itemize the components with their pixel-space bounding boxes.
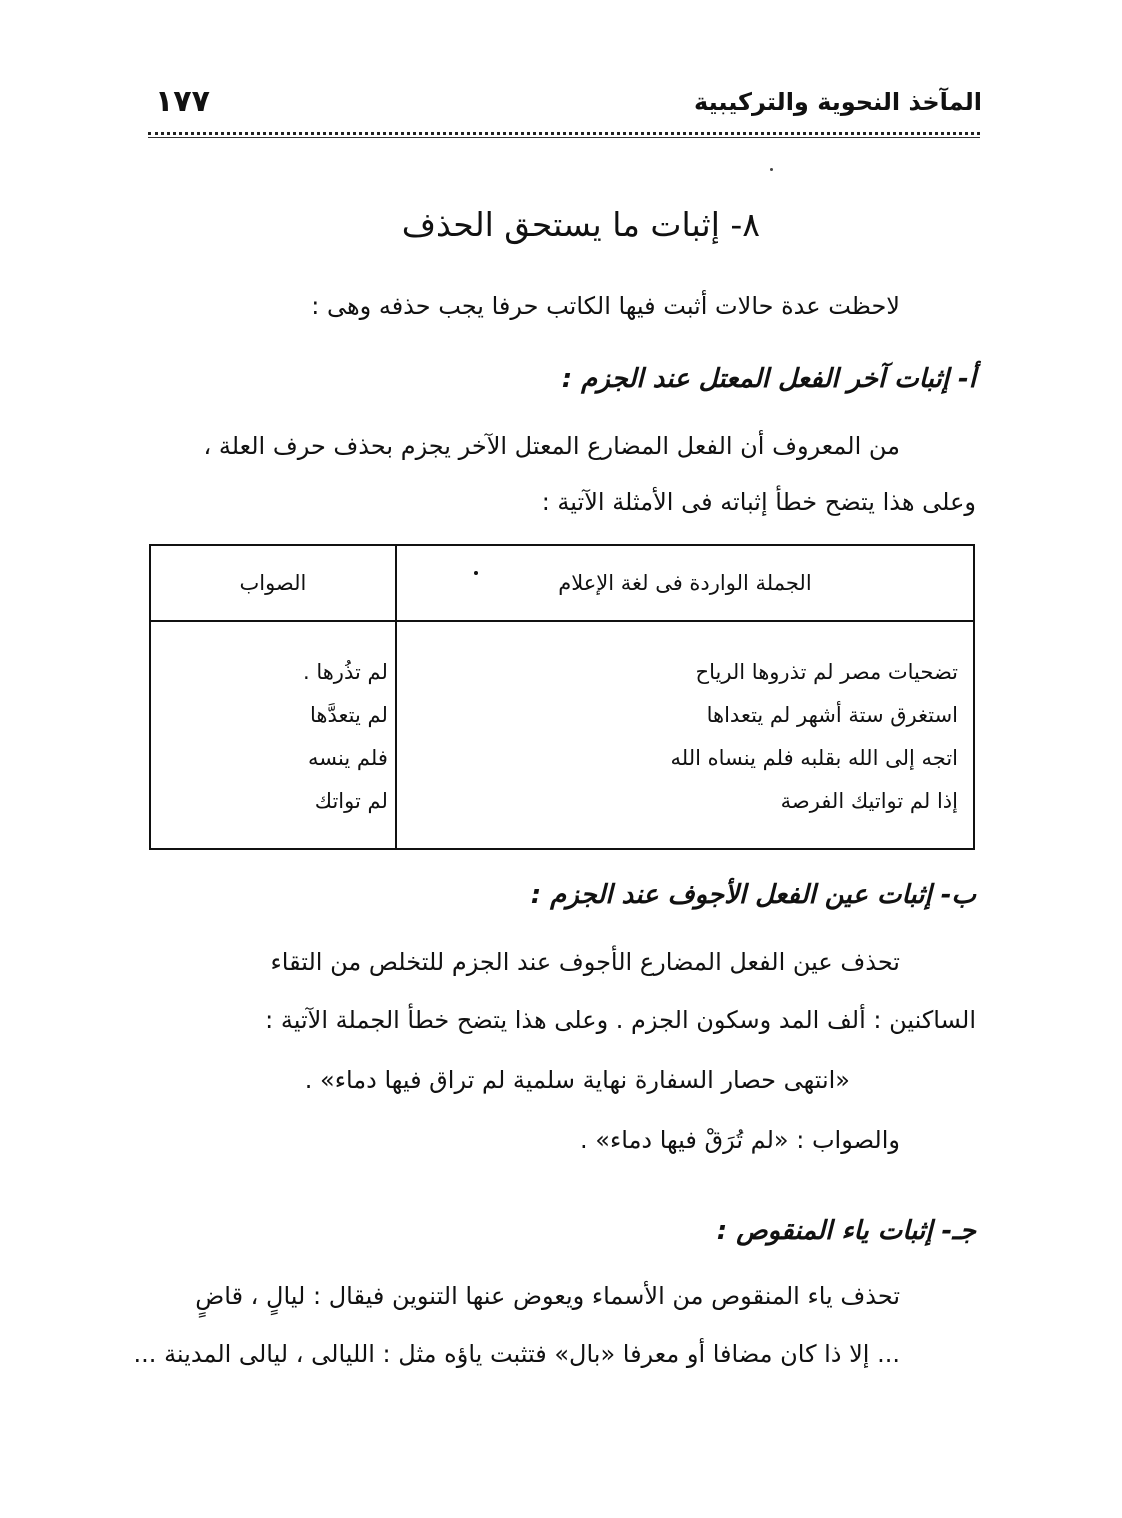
- header-divider: [148, 132, 980, 135]
- section-intro: لاحظت عدة حالات أثبت فيها الكاتب حرفا يجب حذفه وهى :: [311, 292, 900, 320]
- table-row-right: لم يتعدَّها: [310, 703, 388, 727]
- part-a-line-1: من المعروف أن الفعل المضارع المعتل الآخر يجزم بحذف حرف العلة ،: [203, 432, 900, 460]
- table-header-row: [150, 545, 974, 621]
- section-title: ٨- إثبات ما يستحق الحذف: [401, 205, 760, 244]
- right-column: [150, 621, 396, 849]
- examples-table: [149, 544, 975, 850]
- table-row-wrong: اتجه إلى الله بقلبه فلم ينساه الله: [670, 746, 958, 770]
- part-c-line-1: تحذف ياء المنقوص من الأسماء ويعوض عنها التنوين فيقال : ليالٍ ، قاضٍ: [195, 1282, 900, 1310]
- table-row-right: لم تواتك: [314, 789, 388, 813]
- table-row-right: لم تذُرها .: [302, 660, 388, 684]
- wrong-column: [396, 621, 974, 849]
- part-b-line-1: تحذف عين الفعل المضارع الأجوف عند الجزم للتخلص من التقاء: [270, 948, 900, 976]
- part-b-quote: «انتهى حصار السفارة نهاية سلمية لم تراق فيها دماء» .: [304, 1066, 850, 1094]
- part-b-heading: ب- إثبات عين الفعل الأجوف عند الجزم :: [530, 880, 976, 910]
- scan-speck: [474, 571, 478, 575]
- table-row-right: فلم ينسه: [308, 746, 388, 770]
- part-c-line-2: ... إلا ذا كان مضافا أو معرفا «بال» فتثبت ياؤه مثل : الليالى ، ليالى المدينة ...: [133, 1340, 900, 1368]
- table-row-wrong: إذا لم تواتيك الفرصة: [780, 789, 958, 813]
- page-number: ١٧٧: [155, 84, 210, 119]
- table-body-row: [150, 621, 974, 849]
- part-b-correct: والصواب : «لم تُرَقْ فيها دماء» .: [580, 1126, 900, 1154]
- table-header-right: الصواب: [150, 545, 396, 621]
- table-row-wrong: تضحيات مصر لم تذروها الرياح: [695, 660, 958, 684]
- part-c-heading: جـ- إثبات ياء المنقوص :: [716, 1216, 976, 1246]
- scan-speck: [770, 168, 773, 171]
- header-divider-line: [148, 137, 980, 138]
- table-header-wrong: الجملة الواردة فى لغة الإعلام: [396, 545, 974, 621]
- part-b-line-2: الساكنين : ألف المد وسكون الجزم . وعلى هذا يتضح خطأ الجملة الآتية :: [265, 1006, 976, 1034]
- part-a-heading: أ- إثبات آخر الفعل المعتل عند الجزم :: [561, 364, 976, 394]
- table-row-wrong: استغرق ستة أشهر لم يتعداها: [706, 703, 958, 727]
- part-a-line-2: وعلى هذا يتضح خطأ إثباته فى الأمثلة الآتية :: [541, 488, 976, 516]
- running-header-title: المآخذ النحوية والتركيبية: [694, 88, 982, 116]
